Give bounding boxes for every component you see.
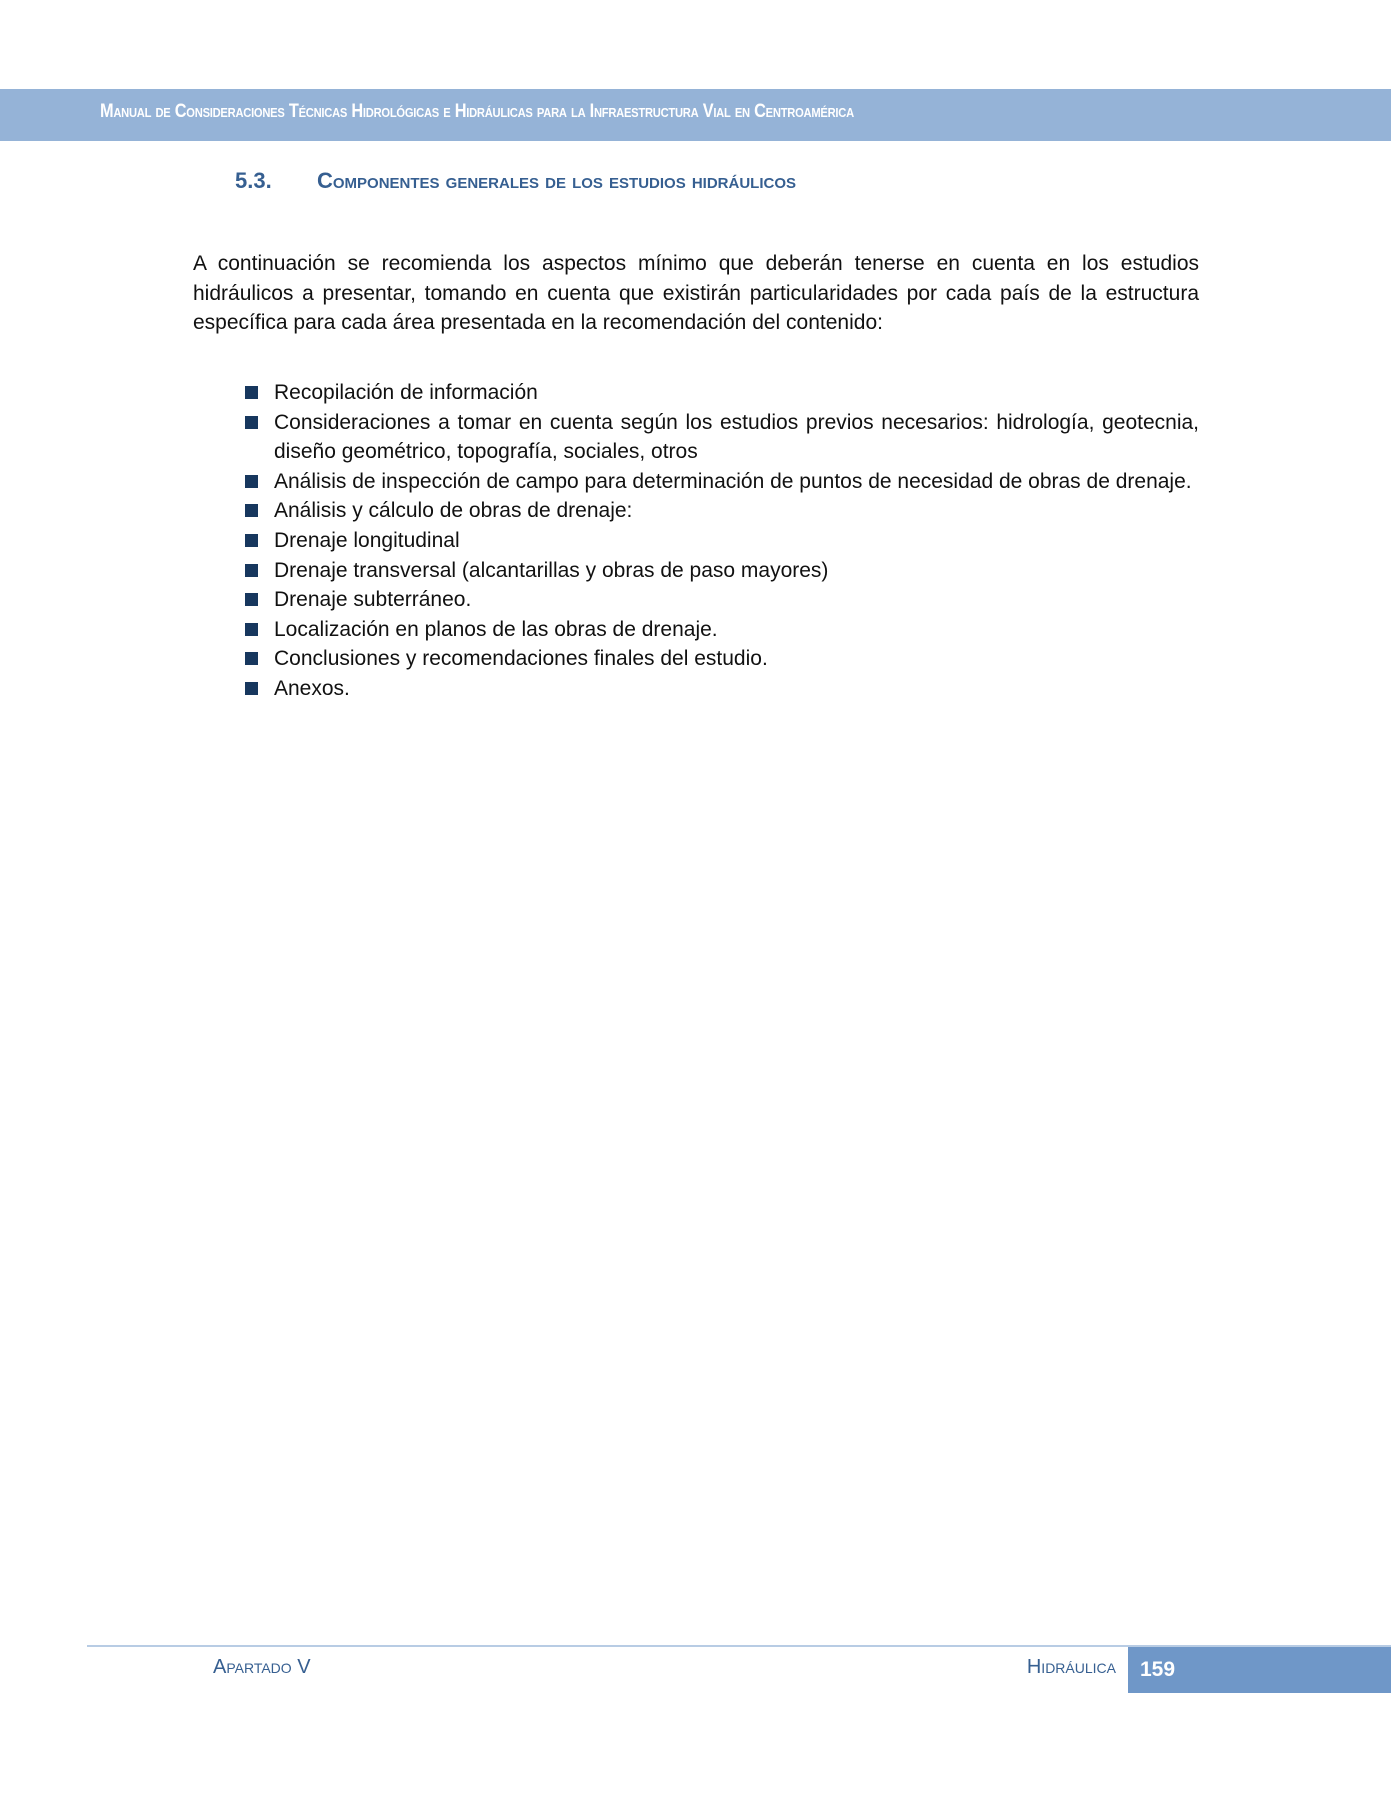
section-heading xyxy=(235,168,796,194)
list-item-text: Conclusiones y recomendaciones finales del estudio. xyxy=(274,647,768,671)
footer-chapter: Apartado V xyxy=(213,1656,311,1678)
list-item-text: Drenaje transversal (alcantarillas y obras de paso mayores) xyxy=(274,558,829,582)
bullet-square-icon xyxy=(245,564,258,577)
bullet-square-icon xyxy=(245,623,258,636)
section-title: Componentes generales de los estudios hidráulicos xyxy=(317,168,796,193)
list-item xyxy=(245,615,1199,645)
bullet-square-icon xyxy=(245,652,258,665)
list-item xyxy=(245,585,1199,615)
list-item-text: Drenaje longitudinal xyxy=(274,528,460,552)
page-number: 159 xyxy=(1140,1658,1176,1681)
list-item-text: Anexos. xyxy=(274,676,350,700)
list-item-text: Localización en planos de las obras de drenaje. xyxy=(274,617,718,641)
running-header xyxy=(0,89,1391,141)
section-number: 5.3. xyxy=(235,168,272,193)
bullet-square-icon xyxy=(245,682,258,695)
list-item xyxy=(245,644,1199,674)
bullet-square-icon xyxy=(245,534,258,547)
bullet-square-icon xyxy=(245,504,258,517)
page-number-box xyxy=(1128,1647,1391,1693)
list-item xyxy=(245,496,1199,526)
list-item-text: Análisis de inspección de campo para determinación de puntos de necesidad de obras de drenaje. xyxy=(274,469,1192,493)
list-item xyxy=(245,408,1199,467)
list-item-text: Recopilación de información xyxy=(274,381,538,404)
list-item xyxy=(245,556,1199,586)
list-item xyxy=(245,526,1199,556)
list-item xyxy=(245,467,1199,497)
bullet-square-icon xyxy=(245,475,258,488)
footer-section: Hidráulica xyxy=(1026,1656,1116,1678)
bullet-square-icon xyxy=(245,416,258,429)
intro-paragraph: A continuación se recomienda los aspectos mínimo que deberán tenerse en cuenta en los estudios hidráulicos a presentar, tomando en cuenta que existirán particularidades por cada país de la estructura específica para cada área presentada en la recomendación del contenido: xyxy=(193,252,1199,335)
bullet-square-icon xyxy=(245,386,258,399)
bullet-square-icon xyxy=(245,593,258,606)
list-item xyxy=(245,674,1199,704)
list-item xyxy=(245,378,1199,408)
list-item-text: Consideraciones a tomar en cuenta según los estudios previos necesarios: hidrología, geotecnia, diseño geométrico, topografía, sociales, otros xyxy=(274,410,1199,464)
bullet-list xyxy=(245,378,1199,704)
list-item-text: Análisis y cálculo de obras de drenaje: xyxy=(274,499,633,523)
list-item-text: Drenaje subterráneo. xyxy=(274,588,472,612)
header-title: Manual de Consideraciones Técnicas Hidrológicas e Hidráulicas para la Infraestructura Vial en Centroamérica xyxy=(100,101,854,122)
